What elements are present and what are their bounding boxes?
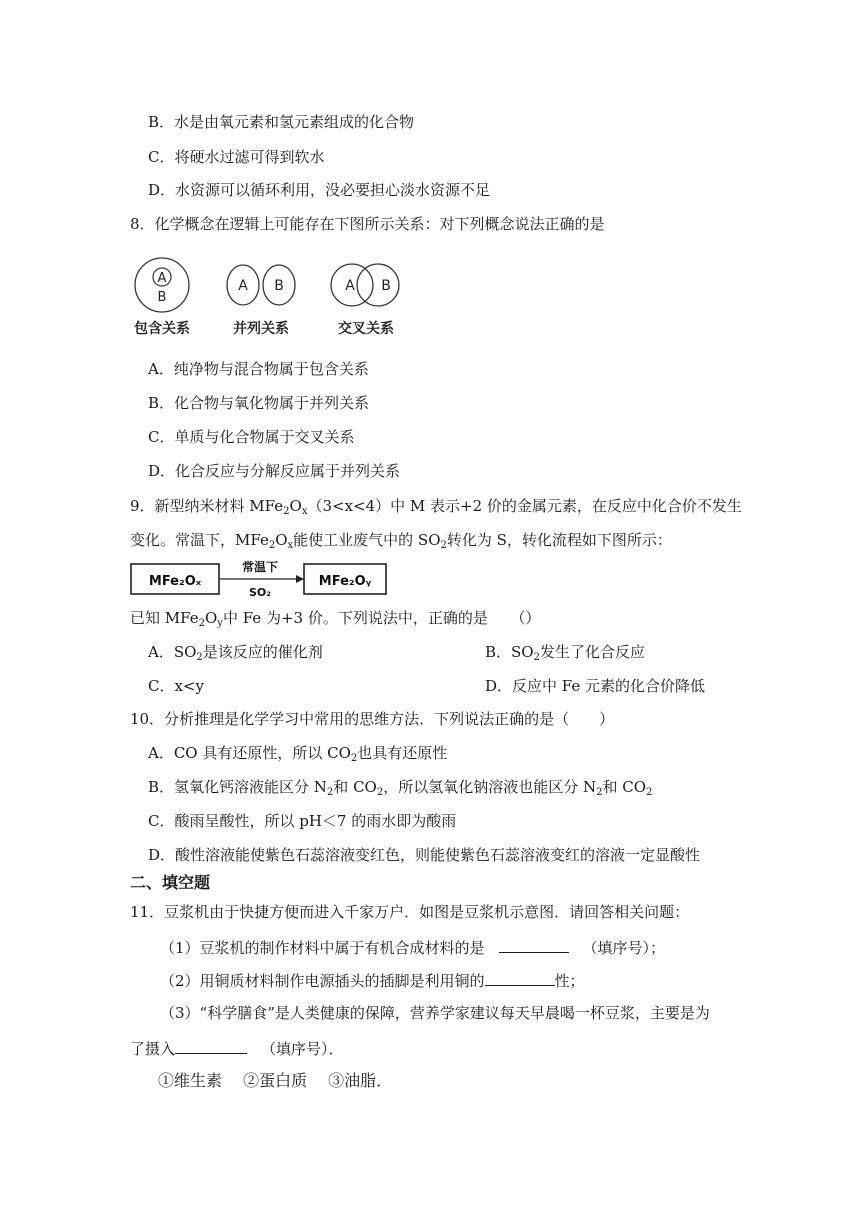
q11-part1: （1）豆浆机的制作材料中属于有机合成材料的是 （填序号）； xyxy=(160,936,665,958)
q8-option-d: D．化合反应与分解反应属于并列关系 xyxy=(148,462,401,480)
q9-option-d: D．反应中 Fe 元素的化合价降低 xyxy=(485,677,706,695)
inclusion-relation-figure xyxy=(134,258,190,337)
q9-stem-line3: 已知 $MFe_2O_y$中 Fe 为+3 价。下列说法中，正确的是 （） xyxy=(130,609,541,629)
q7-option-c: C．将硬水过滤可得到软水 xyxy=(148,148,325,166)
q8-option-c: C．单质与化合物属于交叉关系 xyxy=(148,428,355,446)
q11-stem: 11．豆浆机由于快捷方便而进入千家万户．如图是豆浆机示意图．请回答相关问题： xyxy=(130,903,690,921)
q8-option-b: B．化合物与氧化物属于并列关系 xyxy=(148,394,370,412)
q9-option-c: C．x<y xyxy=(148,677,204,695)
conversion-flow-diagram xyxy=(130,556,390,600)
q10-stem: 10．分析推理是化学学习中常用的思维方法．下列说法正确的是（ ） xyxy=(130,710,615,728)
q11-part3-line2: 了摄入 （填序号）． xyxy=(130,1037,344,1059)
q10-option-c: C．酸雨呈酸性，所以 pH＜7 的雨水即为酸雨 xyxy=(148,812,457,830)
circle-b-label: B xyxy=(274,278,284,294)
reactant-label: MFe₂Oₓ xyxy=(148,574,202,589)
q7-option-b: B．水是由氧元素和氢元素组成的化合物 xyxy=(148,113,415,131)
product-label: MFe₂Oᵧ xyxy=(318,574,372,589)
q8-stem: 8．化学概念在逻辑上可能存在下图所示关系：对下列概念说法正确的是 xyxy=(130,215,605,233)
q11-part2: （2）用铜质材料制作电源插头的插脚是利用铜的 性； xyxy=(160,969,585,991)
q9-stem-line1: 9．新型纳米材料 $MFe_2O_x(3<x<4)$中 M 表示+2 价的金属元素，在反应中化合价不发生 xyxy=(130,497,742,517)
q10-option-a: A．CO 具有还原性，所以 $CO_2$也具有还原性 xyxy=(148,744,448,764)
q8-option-a: A．纯净物与混合物属于包含关系 xyxy=(148,360,369,378)
parallel-relation-label: 并列关系 xyxy=(233,321,289,337)
answer-blank[interactable] xyxy=(499,936,569,953)
circle-a-label: A xyxy=(157,271,167,286)
concept-relation-diagram xyxy=(130,255,420,340)
circle-a-label: A xyxy=(238,278,248,294)
section-heading: 二、填空题 xyxy=(130,873,211,892)
q10-option-d: D．酸性溶液能使紫色石蕊溶液变红色，则能使紫色石蕊溶液变红的溶液一定显酸性 xyxy=(148,846,701,864)
q11-part3-line1: （3）“科学膳食”是人类健康的保障，营养学家建议每天早晨喝一杯豆浆，主要是为 xyxy=(160,1004,710,1022)
q7-option-d: D．水资源可以循环利用，没必要担心淡水资源不足 xyxy=(148,181,491,199)
circle-a-label: A xyxy=(345,278,355,294)
circle-b-label: B xyxy=(381,278,391,294)
q9-option-a: A．$SO_2$是该反应的催化剂 xyxy=(148,643,323,663)
intersection-relation-label: 交叉关系 xyxy=(338,321,394,337)
q9-option-b: B．$SO_2$发生了化合反应 xyxy=(485,643,645,663)
circle-b-label: B xyxy=(157,290,167,305)
q9-stem-line2: 变化。常温下，$MFe_2O_x$能使工业废气中的 $SO_2$转化为 S，转化流程如下图所示： xyxy=(130,531,672,551)
inclusion-relation-label: 包含关系 xyxy=(134,321,190,337)
parallel-relation-figure xyxy=(227,265,295,337)
answer-blank[interactable] xyxy=(175,1037,247,1054)
intersection-relation-figure xyxy=(331,264,399,337)
q10-option-b: B．氢氧化钙溶液能区分 $N_2$和 $CO_2$，所以氢氧化钠溶液也能区分 $N_2$和 $CO_2$ xyxy=(148,778,653,798)
answer-blank[interactable] xyxy=(485,969,555,986)
reagent-label: SO₂ xyxy=(248,586,272,599)
q11-options: ①维生素 ②蛋白质 ③油脂． xyxy=(158,1071,393,1090)
arrow-icon xyxy=(296,575,304,583)
condition-label: 常温下 xyxy=(241,560,279,574)
